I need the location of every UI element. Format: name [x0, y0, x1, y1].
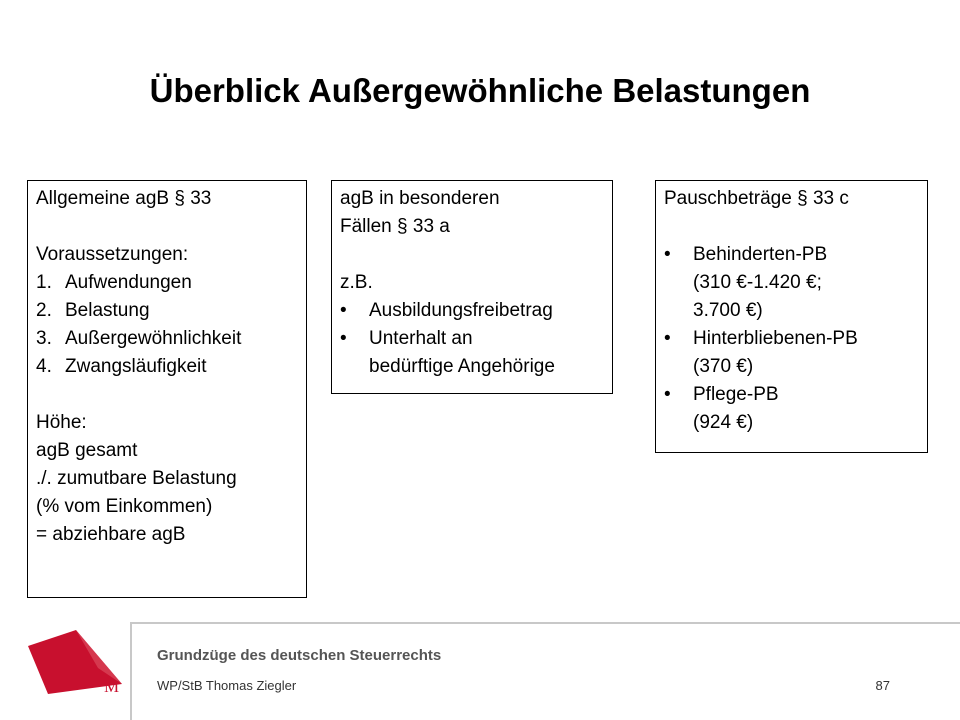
box-heading: agB in besonderen — [340, 188, 500, 209]
list-item-text: (310 €-1.420 €; — [693, 272, 822, 293]
list-item-text: Aufwendungen — [65, 272, 192, 293]
course-title: Grundzüge des deutschen Steuerrechts — [157, 647, 442, 664]
spacer — [36, 213, 298, 241]
spacer — [340, 241, 604, 269]
bullet-icon: • — [340, 328, 347, 349]
box-heading: Fällen § 33 a — [340, 216, 450, 237]
list-item — [36, 269, 298, 297]
list-number: 3. — [36, 328, 52, 349]
box-pauschbetraege — [655, 180, 928, 453]
list-item-text: Zwangsläufigkeit — [65, 356, 207, 377]
list-item-text: Pflege-PB — [693, 384, 779, 405]
list-item — [36, 353, 298, 381]
list-item-text: Unterhalt an — [369, 328, 473, 349]
list-item-text: bedürftige Angehörige — [369, 356, 555, 377]
calc-line: agB gesamt — [36, 440, 138, 461]
list-item-continuation — [664, 353, 919, 381]
bullet-icon: • — [664, 328, 671, 349]
list-number: 4. — [36, 356, 52, 377]
footer-divider-vertical — [130, 622, 132, 720]
spacer — [664, 213, 919, 241]
university-logo-icon — [18, 628, 128, 696]
list-item-text: 3.700 €) — [693, 300, 763, 321]
list-item-text: Belastung — [65, 300, 150, 321]
box-allgemeine-agb — [27, 180, 307, 598]
list-item-continuation — [664, 297, 919, 325]
hoehe-label: Höhe: — [36, 412, 87, 433]
list-item — [36, 297, 298, 325]
list-item — [340, 325, 604, 353]
slide-title: Überblick Außergewöhnliche Belastungen — [149, 72, 811, 109]
list-item — [664, 325, 919, 353]
list-item-continuation — [664, 409, 919, 437]
voraussetzungen-label: Voraussetzungen: — [36, 244, 189, 265]
bullet-icon: • — [664, 384, 671, 405]
spacer — [36, 381, 298, 409]
page-number: 87 — [875, 678, 890, 693]
box-heading: Pauschbeträge § 33 c — [664, 188, 849, 209]
list-item-text: Außergewöhnlichkeit — [65, 328, 242, 349]
calc-line: (% vom Einkommen) — [36, 496, 213, 517]
list-item — [340, 297, 604, 325]
list-item-text: (370 €) — [693, 356, 754, 377]
box-heading: Allgemeine agB § 33 — [36, 188, 212, 209]
list-number: 1. — [36, 272, 52, 293]
author-name: WP/StB Thomas Ziegler — [157, 678, 297, 693]
bullet-icon: • — [664, 244, 671, 265]
example-label: z.B. — [340, 272, 373, 293]
box-besondere-faelle — [331, 180, 613, 394]
bullet-icon: • — [340, 300, 347, 321]
logo-letter: M — [104, 677, 120, 696]
list-item-text: Behinderten-PB — [693, 244, 828, 265]
list-item — [36, 325, 298, 353]
list-item-text: Hinterbliebenen-PB — [693, 328, 858, 349]
list-item-text: (924 €) — [693, 412, 754, 433]
footer-divider-horizontal — [130, 622, 960, 624]
list-item-continuation — [340, 353, 604, 381]
list-item — [664, 241, 919, 269]
list-item-continuation — [664, 269, 919, 297]
calc-line: ./. zumutbare Belastung — [36, 468, 237, 489]
list-item-text: Ausbildungsfreibetrag — [369, 300, 553, 321]
list-number: 2. — [36, 300, 52, 321]
calc-line: = abziehbare agB — [36, 524, 186, 545]
list-item — [664, 381, 919, 409]
